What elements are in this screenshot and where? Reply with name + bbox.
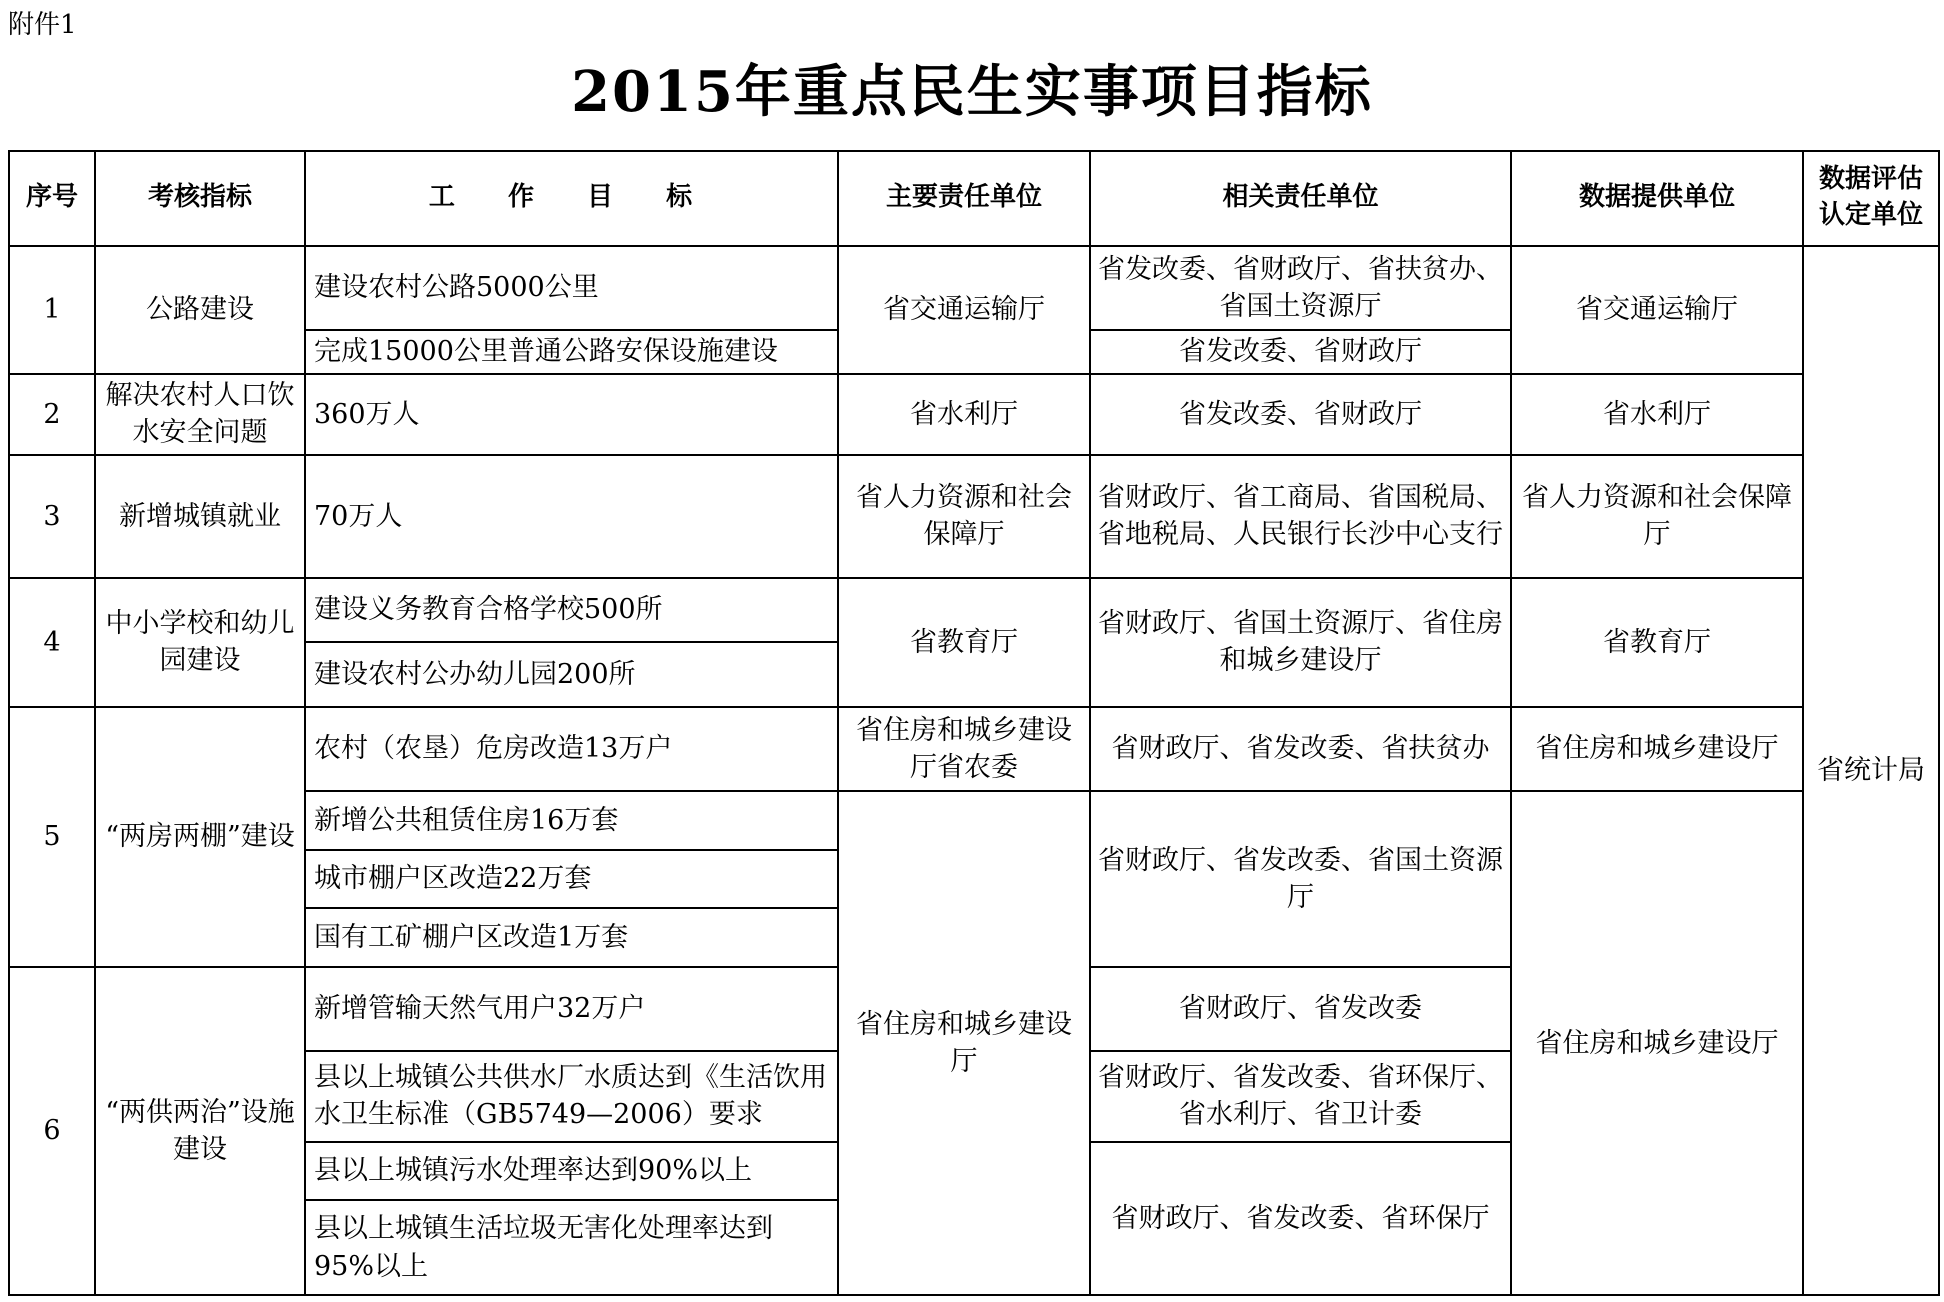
table-row — [9, 578, 1939, 642]
eval-unit-cell: 省统计局 — [1803, 246, 1939, 1295]
related-unit-cell: 省财政厅、省发改委、省环保厅 — [1090, 1142, 1511, 1295]
goal-cell: 建设农村公办幼儿园200所 — [305, 642, 838, 706]
related-unit-cell: 省发改委、省财政厅 — [1090, 330, 1511, 374]
related-unit-cell: 省财政厅、省发改委 — [1090, 967, 1511, 1052]
related-unit-cell: 省财政厅、省发改委、省国土资源厅 — [1090, 791, 1511, 966]
seq-cell: 3 — [9, 455, 95, 578]
data-unit-cell: 省人力资源和社会保障厅 — [1511, 455, 1803, 578]
main-unit-cell: 省交通运输厅 — [838, 246, 1090, 374]
header-indicator: 考核指标 — [95, 151, 305, 246]
seq-cell: 4 — [9, 578, 95, 707]
main-unit-cell: 省水利厅 — [838, 374, 1090, 455]
goal-cell: 县以上城镇生活垃圾无害化处理率达到95%以上 — [305, 1200, 838, 1295]
data-unit-cell: 省水利厅 — [1511, 374, 1803, 455]
data-unit-cell: 省教育厅 — [1511, 578, 1803, 707]
seq-cell: 2 — [9, 374, 95, 455]
related-unit-cell: 省财政厅、省国土资源厅、省住房和城乡建设厅 — [1090, 578, 1511, 707]
indicator-cell: “两供两治”设施建设 — [95, 967, 305, 1295]
indicator-cell: 新增城镇就业 — [95, 455, 305, 578]
table-row — [9, 707, 1939, 792]
goal-cell: 360万人 — [305, 374, 838, 455]
goal-cell: 新增公共租赁住房16万套 — [305, 791, 838, 849]
header-main-unit: 主要责任单位 — [838, 151, 1090, 246]
data-unit-cell: 省住房和城乡建设厅 — [1511, 791, 1803, 1295]
main-unit-cell: 省人力资源和社会保障厅 — [838, 455, 1090, 578]
goal-cell: 完成15000公里普通公路安保设施建设 — [305, 330, 838, 374]
header-row — [9, 151, 1939, 246]
goal-cell: 建设义务教育合格学校500所 — [305, 578, 838, 642]
goal-cell: 县以上城镇污水处理率达到90%以上 — [305, 1142, 838, 1200]
related-unit-cell: 省发改委、省财政厅、省扶贫办、省国土资源厅 — [1090, 246, 1511, 331]
header-data-unit: 数据提供单位 — [1511, 151, 1803, 246]
goal-cell: 农村（农垦）危房改造13万户 — [305, 707, 838, 792]
indicator-table — [8, 150, 1940, 1296]
indicator-cell: 解决农村人口饮水安全问题 — [95, 374, 305, 455]
data-unit-cell: 省住房和城乡建设厅 — [1511, 707, 1803, 792]
header-seq: 序号 — [9, 151, 95, 246]
related-unit-cell: 省发改委、省财政厅 — [1090, 374, 1511, 455]
seq-cell: 5 — [9, 707, 95, 967]
data-unit-cell: 省交通运输厅 — [1511, 246, 1803, 374]
indicator-cell: 中小学校和幼儿园建设 — [95, 578, 305, 707]
header-goal: 工 作 目 标 — [305, 151, 838, 246]
attachment-label: 附件1 — [8, 10, 77, 40]
goal-cell: 城市棚户区改造22万套 — [305, 850, 838, 908]
table-row — [9, 455, 1939, 578]
related-unit-cell: 省财政厅、省工商局、省国税局、省地税局、人民银行长沙中心支行 — [1090, 455, 1511, 578]
goal-cell: 70万人 — [305, 455, 838, 578]
header-related-unit: 相关责任单位 — [1090, 151, 1511, 246]
seq-cell: 1 — [9, 246, 95, 374]
main-unit-cell: 省住房和城乡建设厅 — [838, 791, 1090, 1295]
main-unit-cell: 省教育厅 — [838, 578, 1090, 707]
indicator-cell: “两房两棚”建设 — [95, 707, 305, 967]
header-eval-unit: 数据评估认定单位 — [1803, 151, 1939, 246]
page-title: 2015年重点民生实事项目指标 — [571, 59, 1373, 125]
goal-cell: 县以上城镇公共供水厂水质达到《生活饮用水卫生标准（GB5749—2006）要求 — [305, 1051, 838, 1142]
main-unit-cell: 省住房和城乡建设厅省农委 — [838, 707, 1090, 792]
goal-cell: 国有工矿棚户区改造1万套 — [305, 908, 838, 966]
table-row — [9, 246, 1939, 331]
related-unit-cell: 省财政厅、省发改委、省扶贫办 — [1090, 707, 1511, 792]
seq-cell: 6 — [9, 967, 95, 1295]
goal-cell: 建设农村公路5000公里 — [305, 246, 838, 331]
indicator-cell: 公路建设 — [95, 246, 305, 374]
goal-cell: 新增管输天然气用户32万户 — [305, 967, 838, 1052]
related-unit-cell: 省财政厅、省发改委、省环保厅、省水利厅、省卫计委 — [1090, 1051, 1511, 1142]
table-row — [9, 374, 1939, 455]
